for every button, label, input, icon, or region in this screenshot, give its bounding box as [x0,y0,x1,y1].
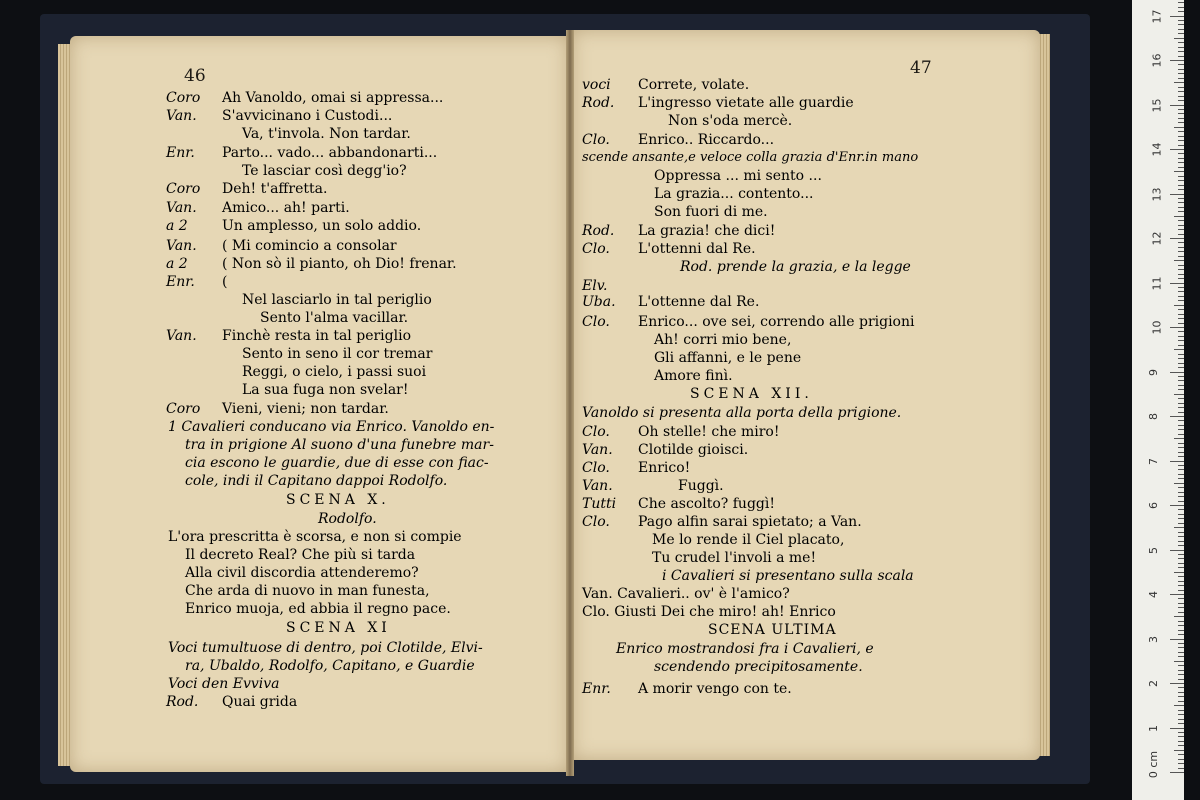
ruler-tick [1178,701,1184,702]
ruler-tick [1178,100,1184,101]
ruler-tick [1178,429,1184,430]
ruler-tick [1174,216,1184,217]
ruler-tick [1178,465,1184,466]
ruler-tick [1178,162,1184,163]
ruler-tick [1178,763,1184,764]
ruler-tick [1178,679,1184,680]
ruler-tick [1178,643,1184,644]
ruler-tick [1178,670,1184,671]
ruler-tick [1178,118,1184,119]
ruler-tick [1174,438,1184,439]
text-line: Oppressa ... mi sento ... [654,168,822,184]
ruler-tick [1178,331,1184,332]
ruler-tick [1178,536,1184,537]
ruler-tick [1178,314,1184,315]
ruler-tick [1178,652,1184,653]
text-line: Uba. L'ottenne dal Re. [582,294,760,310]
ruler-tick [1178,278,1184,279]
ruler-tick [1178,576,1184,577]
ruler-tick [1178,625,1184,626]
text-line: Clo. Oh stelle! che miro! [582,424,780,440]
ruler-tick [1170,16,1184,17]
ruler-tick [1174,127,1184,128]
text-line: Enr. A morir vengo con te. [582,681,792,697]
ruler-tick [1178,478,1184,479]
stage-direction: 1 Cavalieri conducano via Enrico. Vanoldo en- [168,419,495,435]
text-line: La sua fuga non svelar! [242,382,409,398]
text-line: Sento in seno il cor tremar [242,346,433,362]
ruler-tick [1178,220,1184,221]
ruler-tick [1178,33,1184,34]
ruler-tick [1178,456,1184,457]
ruler-number: 8 [1147,413,1160,420]
ruler-tick [1178,122,1184,123]
ruler-tick [1174,349,1184,350]
text-line: Il decreto Real? Che più si tarda [185,547,416,563]
ruler-tick [1178,674,1184,675]
ruler-tick [1174,171,1184,172]
scene-heading: SCENA ULTIMA [708,622,837,638]
text-line: a 2 Un amplesso, un solo addio. [166,218,422,234]
ruler-tick [1174,616,1184,617]
text-line: Enrico muoja, ed abbia il regno pace. [185,601,451,617]
ruler-tick [1170,327,1184,328]
text-line: Clo. Pago alfin sarai spietato; a Van. [582,514,862,530]
stage-direction: scende ansante,e veloce colla grazia d'Enr.in mano [582,150,919,165]
ruler-tick [1178,434,1184,435]
ruler-tick [1178,140,1184,141]
ruler-tick [1178,96,1184,97]
text-line: Gli affanni, e le pene [654,350,802,366]
text-line: Ah! corri mio bene, [654,332,792,348]
ruler-tick [1178,198,1184,199]
ruler-tick [1178,554,1184,555]
ruler-tick [1178,345,1184,346]
ruler-tick [1178,380,1184,381]
ruler-tick [1178,385,1184,386]
ruler-tick [1178,91,1184,92]
ruler-tick [1174,661,1184,662]
text-line: Rod. La grazia! che dici! [582,223,776,239]
ruler-tick [1178,158,1184,159]
ruler-tick [1178,425,1184,426]
ruler-tick [1178,732,1184,733]
ruler-tick [1170,550,1184,551]
scene-heading: SCENA XI [286,620,391,636]
ruler-number: 15 [1150,98,1164,112]
ruler-tick [1170,505,1184,506]
text-line: Elv. [582,278,608,294]
ruler-tick [1178,714,1184,715]
ruler-tick [1178,656,1184,657]
ruler-tick [1174,750,1184,751]
text-line: Enr. ( [166,274,228,290]
ruler-tick [1178,47,1184,48]
ruler-tick [1178,496,1184,497]
stage-direction: ra, Ubaldo, Rodolfo, Capitano, e Guardie [185,658,475,674]
ruler-tick [1178,692,1184,693]
ruler-tick [1170,149,1184,150]
ruler-tick [1178,452,1184,453]
ruler-tick [1178,541,1184,542]
text-line: Coro Ah Vanoldo, omai si appressa... [166,90,444,106]
ruler-tick [1178,300,1184,301]
ruler-tick [1178,719,1184,720]
ruler-tick [1178,78,1184,79]
ruler-tick [1178,265,1184,266]
ruler-tick [1178,242,1184,243]
ruler-tick [1178,759,1184,760]
ruler-tick [1178,256,1184,257]
ruler-tick [1178,581,1184,582]
ruler-number: 16 [1150,53,1164,68]
ruler-tick [1178,630,1184,631]
ruler-tick [1170,105,1184,106]
text-line: Enr. Parto... vado... abbandonarti... [166,145,438,161]
book-gutter [566,30,574,776]
ruler-tick [1178,358,1184,359]
ruler-tick [1178,211,1184,212]
ruler-tick [1178,207,1184,208]
text-line: Van. ( Mi comincio a consolar [166,238,397,254]
ruler-tick [1178,745,1184,746]
scene-heading: SCENA XII. [690,386,813,402]
ruler-tick [1174,483,1184,484]
ruler-tick [1178,29,1184,30]
ruler-tick [1178,363,1184,364]
ruler-tick [1178,545,1184,546]
ruler-tick [1178,376,1184,377]
ruler-tick [1170,416,1184,417]
text-line: Tutti Che ascolto? fuggì! [582,496,775,512]
text-line: Van. S'avvicinano i Custodi... [166,108,393,124]
text-line: Van. Finchè resta in tal periglio [166,328,411,344]
ruler-tick [1178,167,1184,168]
ruler-number: 1 [1147,724,1160,732]
ruler-tick [1174,527,1184,528]
stage-direction: i Cavalieri si presentano sulla scala [662,568,914,584]
ruler-tick [1178,2,1184,3]
ruler-tick [1170,372,1184,373]
ruler-tick [1170,194,1184,195]
ruler-number: 9 [1147,368,1160,376]
ruler-tick [1178,607,1184,608]
ruler-tick [1178,523,1184,524]
ruler-tick [1178,647,1184,648]
text-line: Va, t'invola. Non tardar. [242,126,411,142]
page-number-left: 46 [184,66,206,86]
ruler-tick [1178,269,1184,270]
text-line: Clo. Enrico... ove sei, correndo alle prigioni [582,314,915,330]
ruler-tick [1178,420,1184,421]
ruler-tick [1178,56,1184,57]
ruler-tick [1178,24,1184,25]
stage-direction: Vanoldo si presenta alla porta della prigione. [582,405,902,421]
ruler-tick [1178,474,1184,475]
ruler-tick [1178,741,1184,742]
ruler-tick [1178,87,1184,88]
ruler-tick [1178,113,1184,114]
scene-heading: SCENA X. [286,492,390,508]
ruler-tick [1178,318,1184,319]
text-line: La grazia... contento... [654,186,814,202]
text-line: Rod. Quai grida [166,694,298,710]
stage-direction: cia escono le guardie, due di esse con fiac- [185,455,489,471]
ruler-tick [1178,145,1184,146]
ruler-tick [1170,238,1184,239]
ruler-tick [1178,567,1184,568]
ruler-tick [1178,501,1184,502]
ruler-tick [1178,189,1184,190]
ruler-tick [1178,64,1184,65]
ruler-tick [1178,7,1184,8]
ruler-tick [1178,109,1184,110]
ruler-tick [1178,514,1184,515]
ruler-tick [1174,260,1184,261]
ruler-tick [1178,621,1184,622]
ruler-tick [1178,131,1184,132]
text-line: Sento l'alma vacillar. [260,310,409,326]
stage-direction: Voci tumultuose di dentro, poi Clotilde, Elvi- [168,640,483,656]
text-line: Rod. L'ingresso vietate alle guardie [582,95,854,111]
ruler-tick [1178,180,1184,181]
ruler-tick [1178,487,1184,488]
ruler-tick [1178,710,1184,711]
stage-direction: cole, indi il Capitano dappoi Rodolfo. [185,473,448,489]
ruler-number: 6 [1147,502,1160,509]
ruler-tick [1178,202,1184,203]
ruler-tick [1170,728,1184,729]
ruler-number: 17 [1150,9,1164,23]
ruler-tick [1174,38,1184,39]
ruler-number: 4 [1147,591,1160,598]
ruler-tick [1178,251,1184,252]
ruler-number: 10 [1150,320,1164,335]
ruler-tick [1170,60,1184,61]
ruler-tick [1178,20,1184,21]
ruler-tick [1178,723,1184,724]
text-line: Van. Clotilde gioisci. [582,442,749,458]
text-line: Amore finì. [654,368,733,384]
ruler-tick [1178,634,1184,635]
ruler-number: 11 [1150,276,1164,290]
ruler-tick [1174,305,1184,306]
ruler-tick [1178,225,1184,226]
ruler-tick [1170,683,1184,684]
ruler-tick [1178,176,1184,177]
ruler-tick [1178,447,1184,448]
ruler-tick [1178,603,1184,604]
ruler-tick [1178,247,1184,248]
text-line: Non s'oda mercè. [668,113,793,129]
ruler-tick [1178,768,1184,769]
text-line: Nel lasciarlo in tal periglio [242,292,432,308]
ruler-tick [1178,309,1184,310]
ruler-tick [1170,594,1184,595]
ruler-tick [1174,705,1184,706]
text-line: Son fuori di me. [654,204,768,220]
text-line: Clo. Enrico.. Riccardo... [582,132,775,148]
ruler-number: 14 [1150,142,1164,157]
text-line: Me lo rende il Ciel placato, [652,532,845,548]
ruler-number: 2 [1147,680,1160,687]
ruler-tick [1178,51,1184,52]
ruler-tick [1178,153,1184,154]
ruler-tick [1178,736,1184,737]
ruler-tick [1170,639,1184,640]
ruler-tick [1178,136,1184,137]
stage-direction: scendendo precipitosamente. [654,659,863,675]
ruler-tick [1178,367,1184,368]
ruler-tick [1178,403,1184,404]
ruler-number: 12 [1150,231,1164,246]
ruler-number: 5 [1147,546,1160,554]
text-line: Che arda di nuovo in man funesta, [185,583,430,599]
ruler-tick [1178,229,1184,230]
ruler-tick [1178,323,1184,324]
ruler-tick [1178,518,1184,519]
ruler-tick [1178,336,1184,337]
ruler-tick [1170,461,1184,462]
ruler-tick [1170,772,1184,773]
text-line: Te lasciar così degg'io? [242,163,407,179]
ruler-tick [1174,82,1184,83]
ruler-tick [1178,354,1184,355]
text-line: Van. Cavalieri.. ov' è l'amico? [582,586,790,602]
ruler-tick [1178,558,1184,559]
ruler-tick [1178,696,1184,697]
text-line: a 2 ( Non sò il pianto, oh Dio! frenar. [166,256,457,272]
ruler-tick [1178,443,1184,444]
ruler-tick [1178,407,1184,408]
ruler-tick [1178,612,1184,613]
stage-direction: Voci den Evviva [168,676,280,692]
text-line: L'ora prescritta è scorsa, e non si compie [168,529,462,545]
ruler-tick [1178,754,1184,755]
ruler-tick [1174,394,1184,395]
ruler-tick [1178,296,1184,297]
ruler-tick [1178,11,1184,12]
ruler-tick [1178,234,1184,235]
text-line: Van. Fuggì. [582,478,724,494]
stage-direction: Enrico mostrandosi fra i Cavalieri, e [616,641,874,657]
ruler-tick [1170,283,1184,284]
ruler-tick [1178,665,1184,666]
ruler-tick [1178,590,1184,591]
ruler-tick [1178,398,1184,399]
text-line: Clo. Giusti Dei che miro! ah! Enrico [582,604,836,620]
ruler-number: 7 [1147,457,1160,465]
ruler-tick [1178,389,1184,390]
stage-direction: tra in prigione Al suono d'una funebre mar- [185,437,494,453]
ruler-tick [1178,291,1184,292]
ruler-tick [1178,585,1184,586]
ruler-tick [1178,469,1184,470]
text-line: Alla civil discordia attenderemo? [185,565,419,581]
text-line: Clo. L'ottenni dal Re. [582,241,756,257]
text-line: Reggi, o cielo, i passi suoi [242,364,427,380]
ruler-tick [1178,563,1184,564]
ruler-unit-label: 0 cm [1147,750,1161,779]
ruler-tick [1178,492,1184,493]
ruler-tick [1178,598,1184,599]
text-line: Clo. Enrico! [582,460,691,476]
measuring-ruler [1132,0,1184,800]
ruler-tick [1178,42,1184,43]
ruler-tick [1178,73,1184,74]
ruler-number: 13 [1150,187,1164,201]
text-line: voci Correte, volate. [582,77,750,93]
ruler-tick [1178,412,1184,413]
character-heading: Rodolfo. [318,511,377,527]
ruler-tick [1178,340,1184,341]
text-line: Coro Vieni, vieni; non tardar. [166,401,389,417]
ruler-tick [1178,509,1184,510]
ruler-tick [1178,185,1184,186]
ruler-tick [1178,687,1184,688]
page-number-right: 47 [910,58,932,78]
ruler-tick [1178,69,1184,70]
text-line: Tu crudel l'involi a me! [652,550,817,566]
ruler-tick [1174,572,1184,573]
ruler-number: 3 [1147,635,1160,643]
ruler-tick [1178,532,1184,533]
ruler-tick [1178,274,1184,275]
text-line: Van. Amico... ah! parti. [166,200,350,216]
ruler-tick [1178,287,1184,288]
text-line: Coro Deh! t'affretta. [166,181,328,197]
stage-direction: Rod. prende la grazia, e la legge [680,259,911,275]
